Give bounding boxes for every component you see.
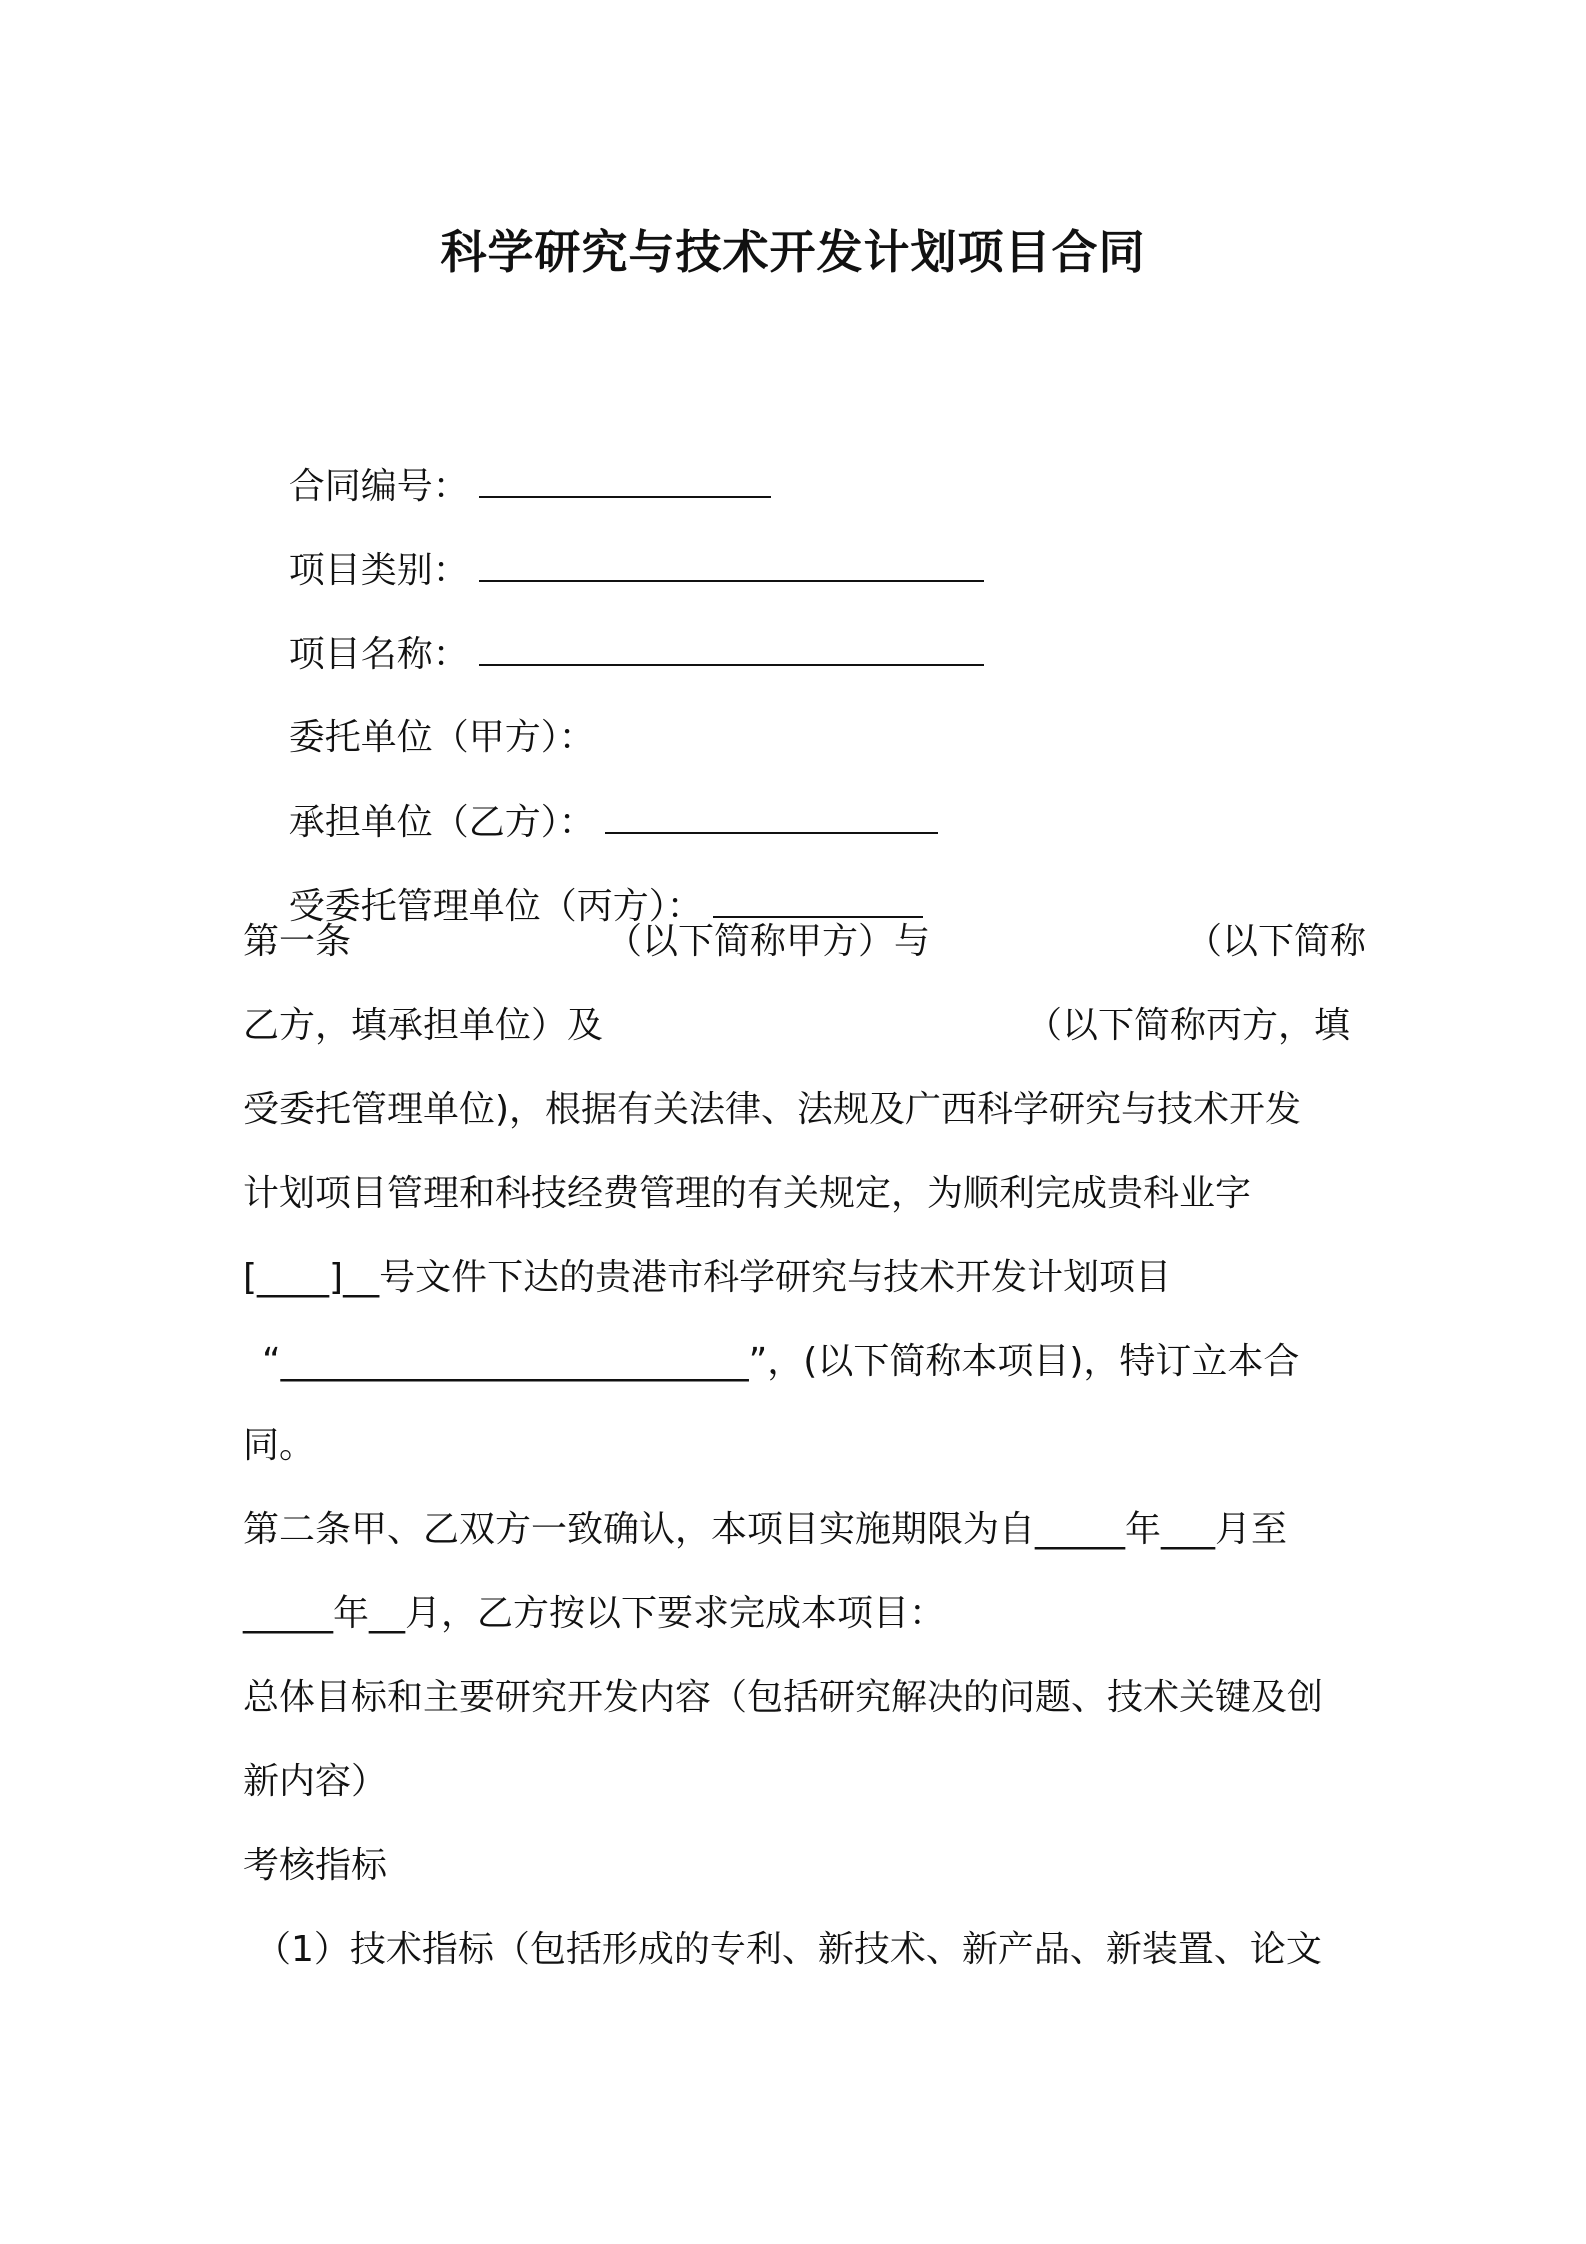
article1-line6: “__________________________”，(以下简称本项目)，特订立本合 (262, 1341, 1300, 1382)
project-category-blank[interactable] (479, 546, 984, 582)
contract-number-label: 合同编号： (288, 466, 469, 507)
contract-number-blank[interactable] (479, 462, 771, 498)
undertaker-blank[interactable] (605, 798, 938, 834)
article1-line2-end: （以下简称丙方，填 (1026, 1005, 1351, 1046)
assessment-heading: 考核指标 (243, 1845, 388, 1886)
client-label: 委托单位（甲方）： (288, 717, 595, 758)
article1-line1-end: （以下简称 (1186, 921, 1367, 962)
article2-line1: 第二条甲、乙双方一致确认，本项目实施期限为自_____年___月至 (243, 1509, 1288, 1550)
project-name-blank[interactable] (479, 630, 984, 666)
document-title: 科学研究与技术开发计划项目合同 (440, 225, 1146, 279)
article1-line4: 计划项目管理和科技经费管理的有关规定，为顺利完成贵科业字 (243, 1173, 1252, 1214)
goal-line1: 总体目标和主要研究开发内容（包括研究解决的问题、技术关键及创 (243, 1677, 1324, 1718)
project-category-label: 项目类别： (288, 550, 469, 591)
article1-line1-mid: （以下简称甲方）与 (606, 921, 931, 962)
project-name-label: 项目名称： (288, 634, 469, 675)
managed-unit-label: 受委托管理单位（丙方）： (288, 886, 703, 927)
goal-line2: 新内容） (243, 1761, 388, 1802)
article1-line2-start: 乙方，填承担单位）及 (243, 1005, 604, 1046)
article2-line2: _____年__月，乙方按以下要求完成本项目： (243, 1593, 946, 1634)
article1-line1-start: 第一条 (243, 921, 352, 962)
article1-line3: 受委托管理单位)，根据有关法律、法规及广西科学研究与技术开发 (243, 1089, 1302, 1130)
managed-unit-blank[interactable] (713, 882, 923, 918)
tech-indicator-line: （1）技术指标（包括形成的专利、新技术、新产品、新装置、论文 (255, 1929, 1322, 1970)
article1-line7: 同。 (243, 1425, 316, 1466)
article1-line5: [____]__号文件下达的贵港市科学研究与技术开发计划项目 (243, 1257, 1172, 1298)
undertaker-label: 承担单位（乙方）： (288, 802, 595, 843)
